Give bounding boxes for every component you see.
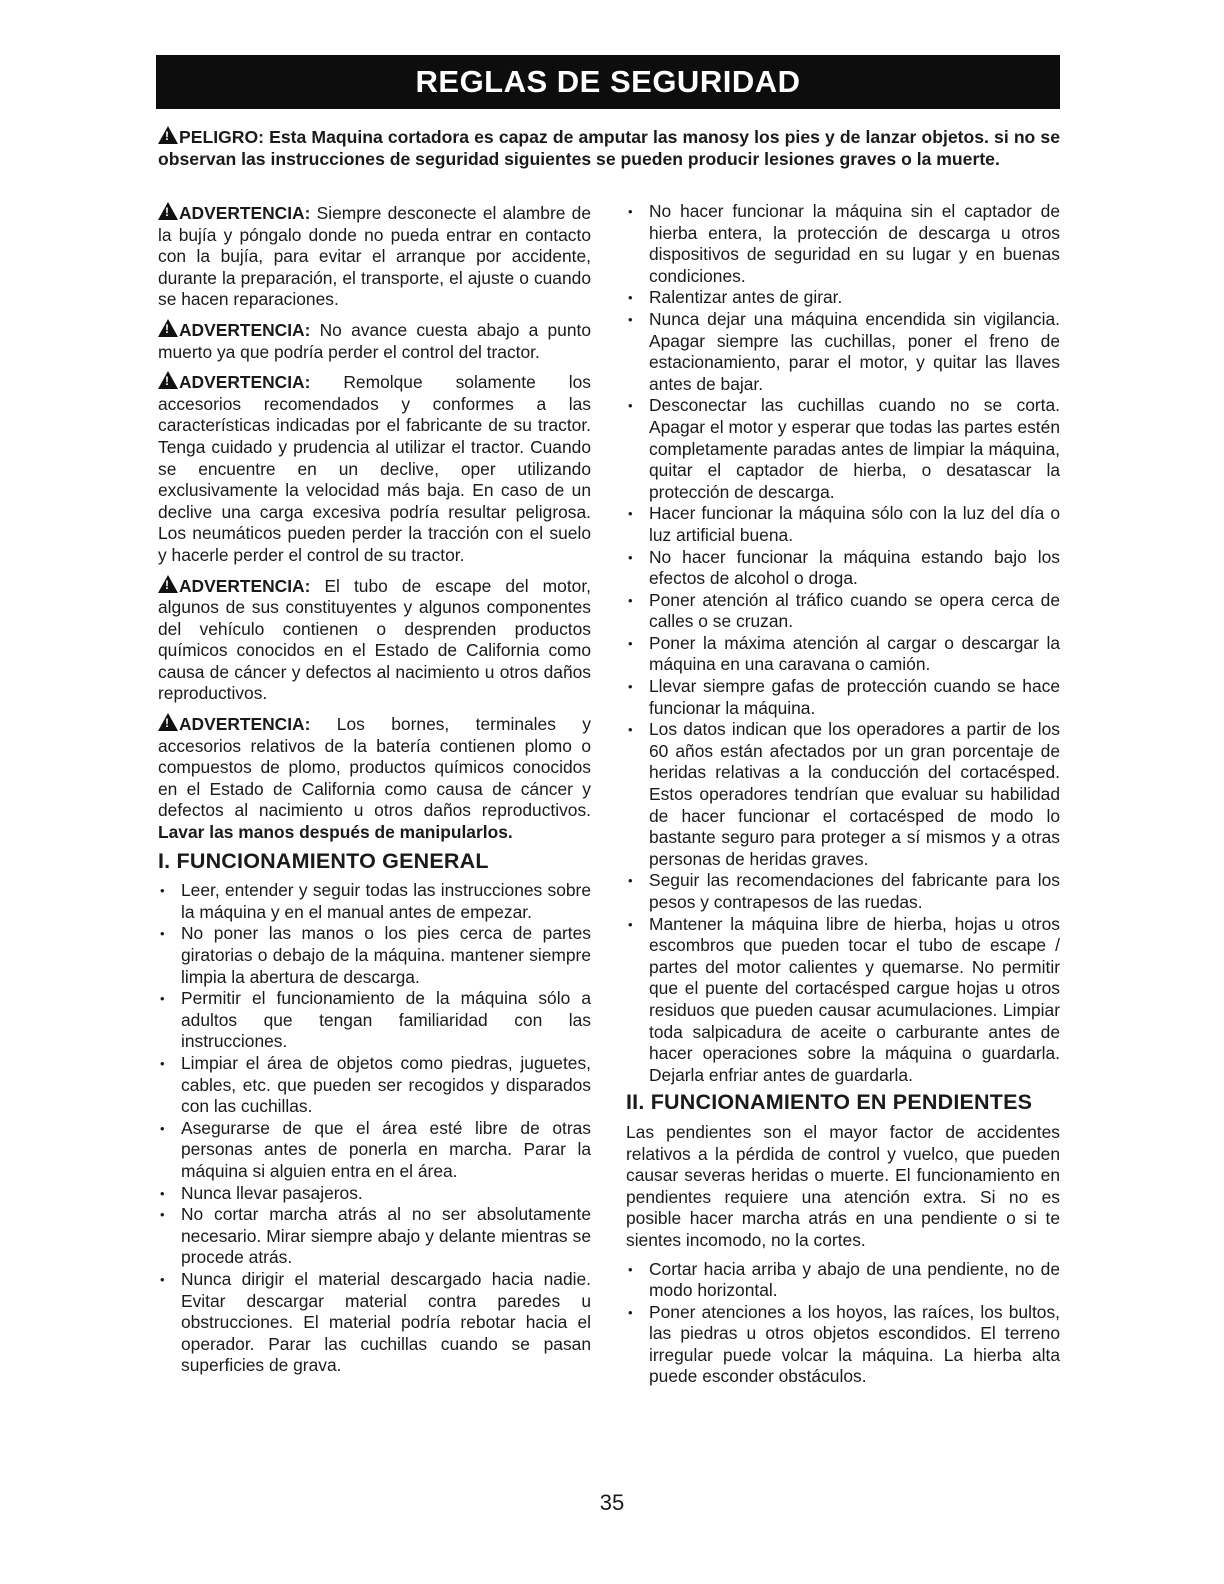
warning-triangle-icon (158, 371, 178, 389)
list-item: • Mantener la máquina libre de hierba, hojas u otros escombros que pueden tocar el tubo de escape / partes del motor calientes y quemarse. No permitir que el puente del cortacésped cargue hojas u otros residuos que pueden causar acumulaciones. Limpiar toda salpicadura de aceite o carburante antes de hacer operaciones sobre la máquina o guardarla. Dejarla enfriar antes de guardarla. (626, 914, 1060, 1087)
left-column (158, 201, 591, 1383)
warning-triangle-icon (158, 202, 178, 220)
list-item: • Seguir las recomendaciones del fabricante para los pesos y contrapesos de las ruedas. (626, 870, 1060, 913)
danger-label: PELIGRO: (179, 127, 265, 147)
list-item: • Desconectar las cuchillas cuando no se corta. Apagar el motor y esperar que todas las partes estén completamente paradas antes de limpiar la máquina, quitar el captador de hierba, o desatascar la protección de descarga. (626, 395, 1060, 503)
list-item: • No cortar marcha atrás al no ser absolutamente necesario. Mirar siempre abajo y delante mientras se procede atrás. (158, 1204, 591, 1269)
list-item: • Poner atención al tráfico cuando se opera cerca de calles o se cruzan. (626, 590, 1060, 633)
page-title-banner (156, 55, 1060, 109)
list-item: • Poner la máxima atención al cargar o descargar la máquina en una caravana o camión. (626, 633, 1060, 676)
warning-label: ADVERTENCIA: (179, 319, 311, 340)
warning-paragraph (158, 318, 591, 363)
list-item: • Poner atenciones a los hoyos, las raíces, los bultos, las piedras u otros objetos escondidos. El terreno irregular puede volcar la máquina. La hierba alta puede esconder obstáculos. (626, 1302, 1060, 1388)
warning-triangle-icon (158, 713, 178, 731)
list-item: • No hacer funcionar la máquina sin el captador de hierba entera, la protección de descarga u otros dispositivos de seguridad en su lugar y en buenas condiciones. (626, 201, 1060, 287)
warning-bold-tail: Lavar las manos después de manipularlos. (158, 822, 513, 843)
warning-text: No avance cuesta abajo a punto muerto ya que podría perder el control del tractor. (158, 319, 591, 362)
warning-triangle-icon (158, 319, 178, 337)
warning-text: Los bornes, terminales y accesorios relativos de la batería contienen plomo o compuestos de plomo, productos químicos conocidos en el Estado de California como causa de cáncer y defectos al nacimiento u otros daños reproductivos. (158, 714, 591, 821)
danger-notice (158, 125, 1060, 170)
warning-paragraph (158, 574, 591, 706)
list-item: • Llevar siempre gafas de protección cuando se hace funcionar la máquina. (626, 676, 1060, 719)
list-item: • Nunca dejar una máquina encendida sin vigilancia. Apagar siempre las cuchillas, poner el freno de estacionamiento, parar el motor, y quitar las llaves antes de bajar. (626, 309, 1060, 395)
right-column (626, 201, 1060, 1394)
warning-paragraph (158, 712, 591, 844)
list-item: • Leer, entender y seguir todas las instrucciones sobre la máquina y en el manual antes de empezar. (158, 880, 591, 923)
list-item: • Los datos indican que los operadores a partir de los 60 años están afectados por un gran porcentaje de heridas relativas a la conducción del cortacésped. Estos operadores tendrían que evaluar su habilidad de hacer funcionar el cortacésped de modo lo bastante seguro para proteger a sí mismos y a otras personas de heridas graves. (626, 719, 1060, 870)
warning-text: El tubo de escape del motor, algunos de sus constituyentes y algunos componentes del vehículo contienen o desprenden productos químicos conocidos en el Estado de California como causa de cáncer y defectos al nacimiento u otros daños reproductivos. (158, 575, 591, 704)
warning-text: Remolque solamente los accesorios recomendados y conformes a las características indicadas por el fabricante de su tractor. Tenga cuidado y prudencia al utilizar el tractor. Cuando se encuentre en un declive, oper utilizando exclusivamente la velocidad más baja. En caso de un declive una carga excesiva podría resultar peligrosa. Los neumáticos pueden perder la tracción con el suelo y hacerle perder el control de su tractor. (158, 372, 591, 565)
list-item: • Nunca llevar pasajeros. (158, 1183, 591, 1205)
warning-paragraph (158, 201, 591, 311)
list-item: • Nunca dirigir el material descargado hacia nadie. Evitar descargar material contra paredes u obstrucciones. El material podría rebotar hacia el operador. Parar las cuchillas cuando se pasan superficies de grava. (158, 1269, 591, 1377)
list-item: • Permitir el funcionamiento de la máquina sólo a adultos que tengan familiaridad con las instrucciones. (158, 988, 591, 1053)
section-heading: II. FUNCIONAMIENTO EN PENDIENTES (626, 1090, 1033, 1115)
warning-label: ADVERTENCIA: (179, 714, 311, 735)
page-number: 35 (599, 1490, 625, 1515)
list-item: • Asegurarse de que el área esté libre de otras personas antes de ponerla en marcha. Parar la máquina si alguien entra en el área. (158, 1118, 591, 1183)
page-title: REGLAS DE SEGURIDAD (415, 64, 801, 99)
section-intro: Las pendientes son el mayor factor de accidentes relativos a la pérdida de control y vuelco, que pueden causar severas heridas o muerte. El funcionamiento en pendientes requiere una atención extra. Si no es posible hacer marcha atrás en una pendiente o si te sientes incomodo, no la cortes. (626, 1121, 1060, 1250)
warning-paragraph (158, 370, 591, 566)
bullet-list (626, 1259, 1060, 1389)
section-heading: I. FUNCIONAMIENTO GENERAL (158, 848, 489, 873)
list-item: • No poner las manos o los pies cerca de partes giratorias o debajo de la máquina. mantener siempre limpia la abertura de descarga. (158, 923, 591, 988)
warning-label: ADVERTENCIA: (179, 575, 311, 596)
warning-label: ADVERTENCIA: (179, 372, 311, 393)
warning-triangle-icon (158, 126, 178, 144)
warning-text: Siempre desconecte el alambre de la bujía y póngalo donde no pueda entrar en contacto con la bujía, para evitar el arranque por accidente, durante la preparación, el transporte, el ajuste o cuando se hacen reparaciones. (158, 203, 591, 310)
warning-triangle-icon (158, 575, 178, 593)
bullet-list (158, 880, 591, 1377)
list-item: • No hacer funcionar la máquina estando bajo los efectos de alcohol o droga. (626, 547, 1060, 590)
list-item: • Ralentizar antes de girar. (626, 287, 1060, 309)
list-item: • Limpiar el área de objetos como piedras, juguetes, cables, etc. que pueden ser recogidos y disparados con las cuchillas. (158, 1053, 591, 1118)
danger-text: Esta Maquina cortadora es capaz de amputar las manosy los pies y de lanzar objetos. si no se observan las instrucciones de seguridad siguientes se pueden producir lesiones graves o la muerte. (158, 127, 1060, 169)
bullet-list (626, 201, 1060, 1086)
list-item: • Cortar hacia arriba y abajo de una pendiente, no de modo horizontal. (626, 1259, 1060, 1302)
list-item: • Hacer funcionar la máquina sólo con la luz del día o luz artificial buena. (626, 503, 1060, 546)
warning-label: ADVERTENCIA: (179, 203, 311, 223)
